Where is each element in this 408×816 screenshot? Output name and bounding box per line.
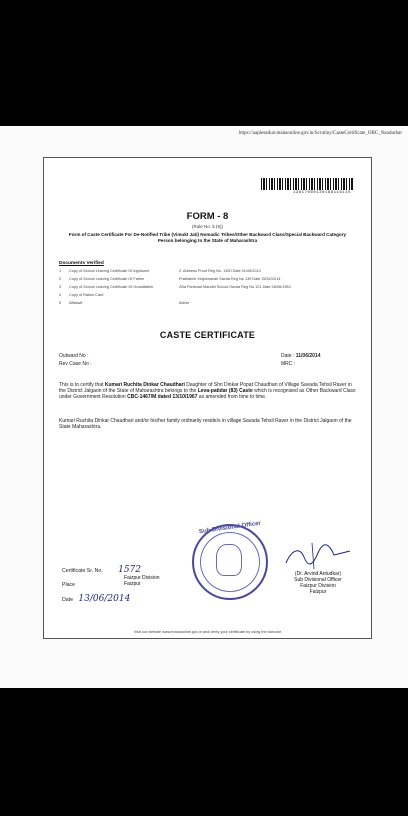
- place-label: Place: [62, 582, 75, 588]
- documents-verified-heading: Documents Verified: [59, 261, 104, 266]
- outward-no: Outward No :: [59, 353, 89, 359]
- mrc-no: MRC :: [281, 361, 296, 367]
- division-place: Faizpur Division Faizpur: [124, 575, 160, 587]
- print-url: https://aaplesarkar.mahaonline.gov.in/Scrutiny/CasteCertificate_OBC_Nandurbar: [238, 131, 402, 136]
- certificate-date: Date : 11/06/2014: [281, 353, 321, 359]
- rev-case-no: Rev Case No :: [59, 361, 92, 367]
- list-item: 1 Copy of School Leaving Certificate Of Applicant 2. Address Proof Reg No. 1350 Date 01/06/2014: [59, 269, 261, 273]
- barcode-number: 12617060130188116115: [292, 191, 351, 195]
- certification-paragraph: This is to certify that Kumari Ruchita Dinkar Chaudhari Daughter of Shri Dinkar Popat Chaudhari of Village Savada Tehsil Raver in the District Jalgaon of the State of Maharashtra belongs to the Leva-patidar (83) Caste which is recognised as Other Backward Class under Government Resolution CBC-1467/M dated 13/10/1967 as amended from time to time.: [59, 382, 356, 401]
- list-item: 4 Copy of Ration Card: [59, 293, 104, 297]
- verification-note: Visit our website www.mahaonline.gov.in and verify your certificate by using the barcode: [133, 630, 282, 634]
- certificate-sr-no: Certificate Sr. No. 1572: [62, 565, 142, 575]
- barcode-icon: [261, 178, 353, 190]
- form-description: Form of Caste Certificate For De-Notified Tribe (Vimukt Jati) Nomadic Tribes/Other Backward Class/Special Backward Category Person belonging to the State of Maharashtra: [68, 232, 347, 243]
- form-title: FORM - 8: [186, 211, 229, 222]
- rule-number: (Rule No. 5 (6)): [191, 224, 223, 229]
- issue-date: Date 13/06/2014: [62, 594, 131, 604]
- certificate-title: CASTE CERTIFICATE: [159, 330, 256, 340]
- officer-block: (Dr. Arvind Antudkar) Sub Divisional Officer Faizpur Division Faizpur: [294, 571, 342, 595]
- list-item: 5 Affidavit Active: [59, 301, 190, 305]
- scanned-document-image: [0, 126, 408, 688]
- official-seal-icon: Sub Divisional Officer: [192, 524, 268, 600]
- residence-paragraph: Kumari Ruchita Dinkar Chaudhari and/or his/her family ordinarily reside/s in village Savada Tehsil Raver in the District Jalgaon of the State Maharashtra.: [59, 418, 352, 431]
- list-item: 2 Copy of School Leaving Certificate Of Father Prathamik Vidyamandir Savda Reg No 139 Date 25/02/2014: [59, 277, 281, 281]
- certificate-page: [43, 157, 372, 639]
- list-item: 3 Copy of School Leaving Certificate Of Grandfather Zilla Parishad Marathi School Savda Reg No 121 Date 28/06/1953: [59, 285, 291, 289]
- signature-icon: [282, 541, 352, 571]
- documents-verified-list: [59, 269, 359, 309]
